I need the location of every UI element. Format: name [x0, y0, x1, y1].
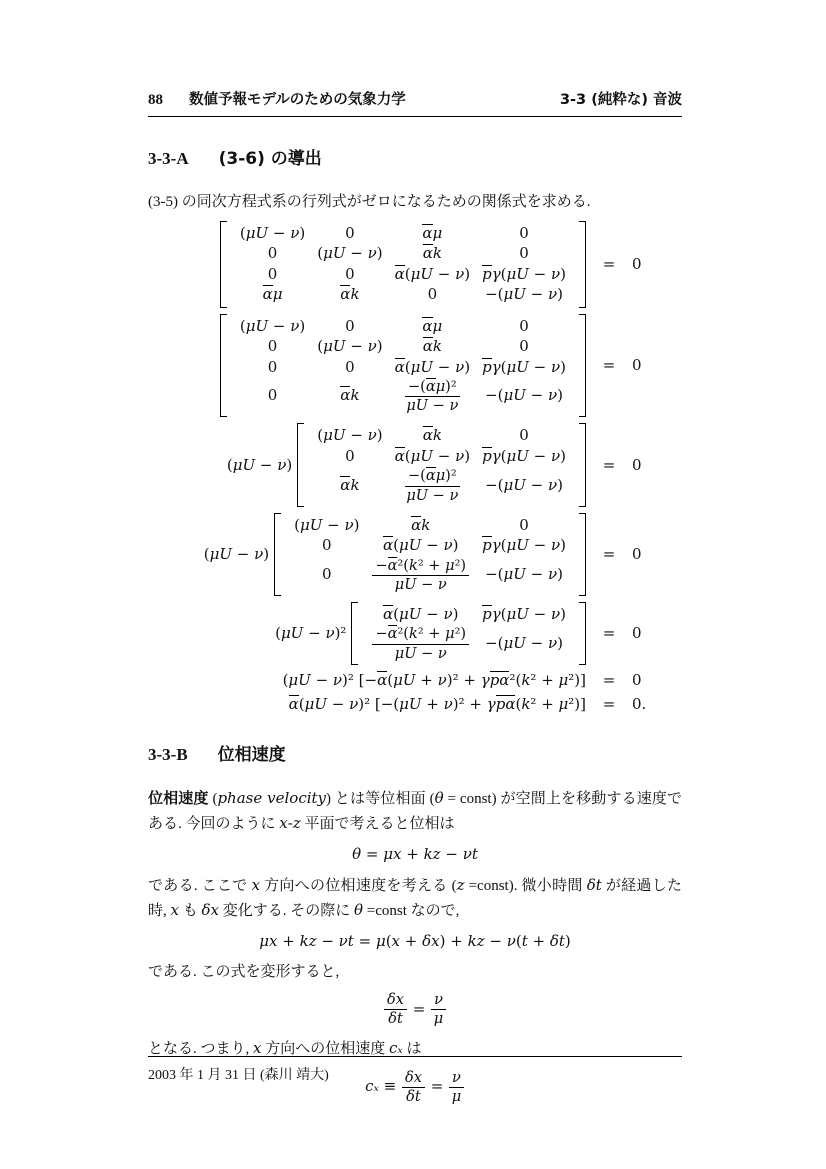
matrix-cell: αk	[422, 337, 442, 355]
matrix-cell: (μU − ν)	[317, 337, 383, 355]
matrix-row	[294, 536, 566, 556]
paragraph	[148, 190, 682, 215]
matrix-row	[371, 625, 566, 661]
equation-left-side	[148, 423, 586, 506]
matrix-cell: pγ(μU − ν)	[482, 264, 566, 283]
aligned-equation	[148, 695, 682, 713]
overline: p	[489, 670, 500, 689]
matrix-cell: αk	[340, 475, 360, 494]
matrix-bracket-right	[579, 314, 586, 418]
equation-left-side	[148, 221, 586, 308]
display-equation	[148, 992, 682, 1027]
matrix-bracket-left	[220, 314, 227, 418]
matrix-cell: pγ(μU − ν)	[482, 357, 566, 376]
matrix-cell: 0	[345, 357, 355, 376]
matrix-bracket-right	[579, 602, 586, 665]
fraction: $\frac{\text{−(αμ)²}}{\mu U - \nu}$	[406, 378, 459, 415]
section-heading	[148, 144, 682, 169]
matrix-body	[317, 426, 566, 503]
matrix-body	[294, 516, 566, 593]
overline: α	[505, 694, 516, 713]
matrix-cell: pγ(μU − ν)	[482, 446, 566, 465]
equation-left-side	[148, 513, 586, 596]
equals-sign: =	[602, 255, 616, 273]
inline-math: δx	[201, 901, 219, 920]
section-number: 3-3-A	[148, 149, 189, 168]
text-run: ) とは等位相面 (	[326, 790, 435, 807]
matrix-cell	[395, 467, 470, 503]
matrix-cell: −(μU − ν)	[485, 475, 563, 494]
section-title: 位相速度	[217, 744, 286, 765]
overline: p	[482, 604, 492, 623]
matrix-cell: αk	[411, 515, 431, 534]
text-run: 平面で考えると位相は	[300, 816, 455, 833]
overline: α	[387, 556, 398, 574]
matrix-table	[359, 604, 578, 663]
text-run: となる. つまり,	[148, 1041, 254, 1058]
matrix-cell: 0	[267, 337, 278, 355]
overline: α	[377, 670, 388, 689]
overline: α	[422, 426, 433, 445]
matrix-cell: 0	[519, 244, 529, 262]
equation-expression: θ = μx + kz − νt	[352, 844, 478, 863]
equation-expression: $\frac{\delta x}{\delta t}$ = $\frac{\nu}{\mu}$	[383, 1000, 447, 1018]
overline: α	[394, 357, 405, 376]
text-run: 方向への位相速度	[261, 1041, 389, 1058]
equation-rhs: 0	[632, 670, 642, 689]
equation-rhs: 0	[632, 455, 642, 474]
matrix-bracket-right	[579, 221, 586, 308]
matrix-prefix: (μU − ν)	[203, 545, 270, 564]
matrix-row	[371, 605, 566, 625]
overline: α	[288, 694, 299, 713]
matrix-cell: 0	[345, 264, 355, 283]
overline: p	[482, 446, 492, 465]
equals-sign: =	[602, 670, 616, 689]
overline: α	[340, 386, 351, 405]
matrix-cell: αμ	[262, 285, 283, 303]
matrix-row	[240, 317, 566, 337]
matrix-row	[317, 447, 566, 467]
overline: α	[422, 316, 433, 335]
matrix-cell: α(μU − ν)	[394, 264, 471, 283]
matrix-cell	[371, 625, 470, 661]
header-rule	[148, 116, 682, 117]
matrix-cell: αk	[422, 426, 442, 445]
page-footer	[148, 1056, 682, 1084]
matrix-cell: −(μU − ν)	[485, 285, 563, 303]
matrix	[297, 423, 586, 506]
overline: α	[383, 536, 394, 555]
inline-math: θ	[354, 901, 364, 920]
matrix-cell: −(μU − ν)	[485, 633, 563, 652]
matrix-table	[282, 515, 578, 594]
matrix-cell: 0	[267, 357, 278, 376]
inline-math: x-z	[279, 814, 301, 833]
paragraph	[148, 786, 682, 837]
matrix-equation	[148, 513, 682, 596]
inline-math: x	[170, 901, 179, 920]
text-run: =const なので,	[363, 903, 460, 920]
equation-left-side	[148, 671, 586, 689]
overline: α	[422, 244, 433, 262]
matrix-cell: α(μU − ν)	[394, 446, 471, 465]
matrix-cell: 0	[345, 316, 355, 335]
italic-text: phase velocity	[217, 788, 327, 807]
matrix-cell: pγ(μU − ν)	[482, 604, 566, 623]
matrix-cell: αμ	[422, 223, 443, 242]
matrix-bracket-right	[579, 423, 586, 506]
text-run: = const) が空間上を移動する速度である. 今回のように	[148, 790, 682, 833]
overline: p	[495, 694, 506, 713]
matrix-table	[305, 425, 578, 504]
overline: α	[394, 446, 405, 465]
text-run: が経過した時,	[148, 877, 682, 920]
overline: α	[387, 625, 398, 643]
section-number: 3-3-B	[148, 744, 188, 764]
inline-math: δt	[586, 875, 602, 894]
matrix-row	[294, 516, 566, 536]
matrix-cell: pγ(μU − ν)	[482, 536, 566, 555]
text-run: =const). 微小時間	[464, 877, 587, 894]
equals-sign: =	[602, 356, 616, 375]
matrix-row	[240, 265, 566, 285]
fraction: $\frac{\delta x}{\delta t}$	[402, 1070, 425, 1105]
matrix-equation	[148, 314, 682, 418]
matrix-cell: α(μU − ν)	[383, 604, 459, 623]
overline: α	[383, 604, 394, 623]
matrix-bracket-left	[351, 602, 358, 665]
matrix-cell: αk	[340, 285, 360, 303]
overline: α	[425, 378, 436, 395]
equation-left-side	[148, 314, 586, 418]
overline: p	[482, 536, 492, 555]
overline: α	[425, 467, 436, 485]
overline: p	[482, 264, 492, 283]
matrix-cell: 0	[267, 386, 278, 405]
matrix-cell: 0	[427, 285, 438, 303]
matrix-cell: 0	[519, 316, 529, 335]
overline: α	[499, 670, 510, 689]
equals-sign: =	[602, 455, 616, 474]
overline: α	[262, 285, 273, 303]
text-run: である. ここで	[148, 877, 252, 894]
matrix-cell: 0	[267, 244, 278, 262]
display-equation	[148, 932, 682, 951]
matrix-row	[294, 557, 566, 593]
matrix-row	[240, 285, 566, 305]
matrix-cell: −(μU − ν)	[485, 386, 563, 405]
matrix-row	[240, 358, 566, 378]
matrix-cell: α(μU − ν)	[383, 536, 459, 555]
matrix-cell: α(μU − ν)	[394, 357, 471, 376]
inline-math: x	[251, 875, 261, 894]
display-equation	[148, 845, 682, 864]
equals-sign: =	[602, 694, 616, 713]
matrix-cell: 0	[267, 264, 278, 283]
matrix-row	[240, 244, 566, 264]
matrix-body	[240, 317, 566, 415]
fraction: $\frac{\text{−(αμ)²}}{\mu U - \nu}$	[406, 467, 459, 504]
matrix-cell: 0	[321, 536, 332, 555]
matrix-cell: αμ	[422, 316, 443, 335]
matrix-cell: (μU − ν)	[294, 515, 360, 534]
inline-math: x	[253, 1039, 262, 1058]
document-content	[148, 144, 682, 1105]
matrix-cell: (μU − ν)	[239, 316, 306, 335]
inline-math: z	[456, 875, 465, 894]
text-run: 方向への位相速度を考える (	[260, 877, 457, 894]
matrix	[274, 513, 586, 596]
matrix-equation	[148, 221, 682, 308]
matrix-cell: (μU − ν)	[239, 223, 306, 242]
overline: α	[340, 475, 351, 494]
equation-expression: cₓ ≡ $\frac{\delta x}{\delta t}$ = $\frac{\nu}{\mu}$	[365, 1077, 465, 1095]
text-run: である. この式を変形すると,	[148, 963, 340, 980]
text-run: は	[402, 1041, 422, 1058]
equation-rhs: 0	[632, 356, 642, 375]
matrix-cell: 0	[519, 337, 529, 355]
equals-sign: =	[602, 545, 616, 564]
matrix-prefix: (μU − ν)²	[275, 624, 347, 643]
inline-math: cₓ	[389, 1039, 403, 1058]
overline: α	[394, 264, 405, 283]
matrix-equation	[148, 423, 682, 506]
matrix-cell: −(μU − ν)	[485, 564, 563, 583]
matrix-row	[240, 378, 566, 414]
matrix-cell: (μU − ν)	[317, 426, 383, 445]
overline: α	[422, 337, 433, 355]
equation-rhs: 0	[632, 255, 642, 273]
matrix-bracket-right	[579, 513, 586, 596]
equation-rhs: 0.	[632, 694, 647, 713]
matrix-bracket-left	[274, 513, 281, 596]
fraction: $\frac{\nu}{\mu}$	[449, 1070, 464, 1105]
matrix-cell: (μU − ν)	[317, 244, 383, 262]
matrix-row	[240, 224, 566, 244]
matrix-cell: 0	[321, 564, 332, 583]
matrix-row	[317, 426, 566, 446]
section-heading	[148, 740, 682, 765]
text-run: 変化する. その際に	[219, 903, 355, 920]
text-run: (	[208, 790, 218, 807]
paragraph	[148, 873, 682, 924]
matrix-bracket-left	[297, 423, 304, 506]
aligned-equation	[148, 671, 682, 689]
matrix-cell	[371, 557, 470, 593]
matrix-cell: αk	[422, 244, 442, 262]
header-right-title: 3-3 (純粋な) 音波	[559, 92, 682, 108]
matrix-table	[228, 223, 578, 306]
overline: α	[411, 515, 422, 534]
bold-term: 位相速度	[148, 788, 209, 807]
equation-rhs: 0	[632, 624, 642, 643]
matrix-prefix: (μU − ν)	[226, 455, 293, 474]
matrix-equation	[148, 602, 682, 665]
matrix-cell: 0	[345, 223, 355, 242]
matrix-cell	[395, 378, 470, 414]
matrix-body	[240, 224, 566, 305]
matrix	[220, 221, 586, 308]
fraction: $\frac{\text{−α²(k² + μ²)}}{\mu U - \nu}$	[372, 625, 469, 661]
matrix-row	[317, 467, 566, 503]
overline: p	[482, 357, 492, 376]
section-title: (3-6) の導出	[218, 149, 322, 169]
overline: α	[340, 285, 351, 303]
paragraph	[148, 960, 682, 985]
matrix-cell: 0	[519, 223, 529, 242]
matrix-bracket-left	[220, 221, 227, 308]
equation-expression: (μU − ν)² [−α(μU + ν)² + γpα²(k² + μ²)]	[282, 670, 586, 689]
fraction: $\frac{\nu}{\mu}$	[431, 992, 446, 1027]
matrix-cell: 0	[519, 426, 529, 445]
matrix	[351, 602, 586, 665]
equation-expression: μx + kz − νt = μ(x + δx) + kz − ν(t + δt)	[259, 931, 571, 950]
matrix-row	[240, 337, 566, 357]
header-left-title: 数値予報モデルのための気象力学	[189, 92, 406, 108]
text-run: (3-5) の同次方程式系の行列式がゼロになるための関係式を求める.	[148, 194, 591, 210]
equation-expression: α(μU − ν)² [−(μU + ν)² + γpα(k² + μ²)]	[288, 694, 586, 713]
matrix	[220, 314, 586, 418]
equals-sign: =	[602, 624, 616, 643]
matrix-cell: αk	[340, 386, 360, 405]
footer-date-author: 2003 年 1 月 31 日 (森川 靖大)	[148, 1068, 329, 1083]
fraction: $\frac{\delta x}{\delta t}$	[384, 992, 407, 1027]
page-number: 88	[148, 92, 163, 108]
matrix-cell: 0	[345, 446, 355, 465]
matrix-table	[228, 316, 578, 416]
inline-math: θ	[434, 788, 444, 807]
text-run: も	[178, 903, 202, 920]
fraction: $\frac{\text{−α²(k² + μ²)}}{\mu U - \nu}$	[372, 557, 469, 593]
matrix-body	[371, 605, 566, 662]
equation-rhs: 0	[632, 545, 642, 564]
matrix-cell: 0	[519, 515, 529, 534]
overline: α	[422, 223, 433, 242]
equation-left-side	[148, 602, 586, 665]
equation-left-side	[148, 695, 586, 713]
page-header	[148, 88, 682, 109]
